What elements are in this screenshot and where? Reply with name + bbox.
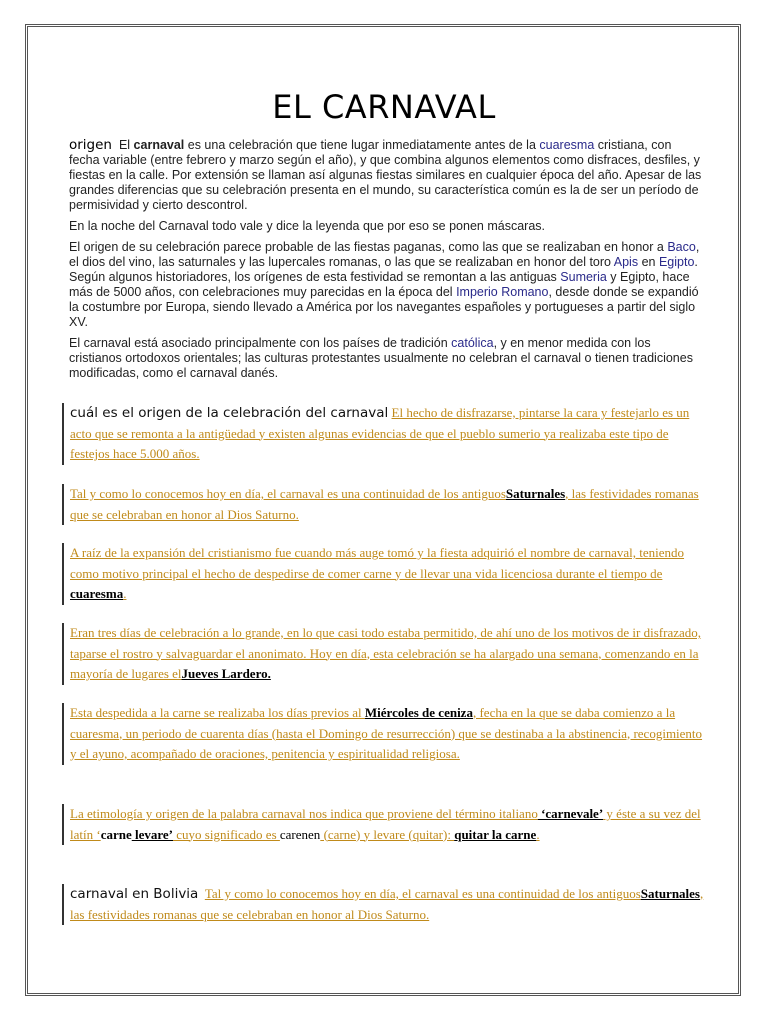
block-6-h[interactable]: (carne) y levare (quitar): bbox=[320, 826, 455, 842]
intro-p1-keyword: carnaval bbox=[133, 138, 185, 152]
section-label-bolivia: carnaval en Bolivia bbox=[70, 886, 199, 902]
link-sumeria[interactable]: Sumeria bbox=[560, 270, 607, 284]
intro-p3-a: El origen de su celebración parece probable de las fiestas paganas, como las que se realizaban en honor a bbox=[69, 240, 668, 254]
block-6-j[interactable]: . bbox=[536, 826, 540, 842]
block-2-saturnales[interactable]: Saturnales bbox=[505, 486, 566, 501]
intro-p3-e: en bbox=[638, 255, 659, 269]
link-apis[interactable]: Apis bbox=[613, 255, 639, 269]
block-1-text[interactable]: El hecho de disfrazarse, pintarse la cara y festejarlo es un acto que se remonta a la antigüedad y existen algunas evidencias de que el pueblo sumerio ya realizaba este tipo de festejos hace 5.000 años. bbox=[70, 405, 690, 461]
intro-p1-c: es una celebración que tiene lugar inmediatamente antes de la bbox=[184, 138, 540, 152]
block-5-a[interactable]: Esta despedida a la carne se realizaba los días previos al bbox=[70, 705, 365, 720]
block-7-a[interactable]: Tal y como lo conocemos hoy en día, el carnaval es una continuidad de los antiguos bbox=[204, 886, 641, 901]
block-4-a[interactable]: Eran tres días de celebración a lo grande, en lo que casi todo estaba permitido, de ahí uno de los motivos de ir disfrazado, taparse el rostro y salvaguardar el anonimato. Hoy en día, esta celebración se ha alargado una semana, comenzando en la mayoría de lugares el bbox=[70, 625, 702, 681]
block-4-jueves-lardero[interactable]: Jueves Lardero. bbox=[181, 666, 271, 681]
link-catolica[interactable]: católica bbox=[451, 336, 494, 350]
intro-p1-a: El bbox=[118, 138, 134, 152]
quote-block-6 bbox=[62, 804, 708, 845]
block-7-c[interactable]: , las festividades romanas que se celebraban en honor al Dios Saturno. bbox=[70, 886, 704, 922]
intro-p1-e: cristiana, con fecha variable (entre febrero y marzo según el año), y que combina algunos elementos como disfraces, desfiles, y fiestas en la calle. Por extensión se llaman así algunas fiestas similares en cualquier época del año. Apesar de las grandes diferencias que su celebración presenta en el mundo, su característica común es la de ser un período de permisividad y cierto descontrol. bbox=[69, 138, 702, 212]
block-3-cuaresma[interactable]: cuaresma bbox=[70, 586, 124, 601]
intro-p3-i: y Egipto, hace más de 5000 años, con celebraciones muy parecidas en la época del bbox=[69, 270, 690, 299]
intro-section bbox=[69, 138, 703, 387]
block-3-c[interactable]: . bbox=[123, 586, 127, 601]
link-egipto[interactable]: Egipto bbox=[658, 255, 695, 269]
link-cuaresma[interactable]: cuaresma bbox=[539, 138, 595, 152]
block-6-c[interactable]: y éste a su vez del latín ‘ bbox=[70, 806, 701, 842]
quote-block-7 bbox=[62, 884, 708, 925]
link-imperio-romano[interactable]: Imperio Romano bbox=[456, 285, 549, 299]
block-6-carne: carne bbox=[100, 826, 132, 842]
quote-block-3 bbox=[62, 543, 708, 605]
block-5-c[interactable]: , fecha en la que se daba comienzo a la cuaresma, un periodo de cuarenta días (hasta el Domingo de resurrección) que se destinaba a la abstinencia, recogimiento y el ayuno, acompañado de oraciones, penitencia y espiritualidad religiosa. bbox=[70, 705, 703, 761]
block-6-carenen: carenen bbox=[279, 826, 321, 842]
link-baco[interactable]: Baco bbox=[667, 240, 696, 254]
intro-p3-k: , desde donde se expandió la costumbre por Europa, siendo llevado a América por los navegantes españoles y portugueses a partir del siglo XV. bbox=[69, 285, 699, 329]
block-5-miercoles-ceniza[interactable]: Miércoles de ceniza bbox=[364, 705, 473, 720]
intro-p4-a: El carnaval está asociado principalmente con los países de tradición bbox=[69, 336, 452, 350]
section-label-origen-celebracion: cuál es el origen de la celebración del carnaval bbox=[70, 405, 389, 421]
quote-block-1 bbox=[62, 403, 708, 465]
section-label-origen: origen bbox=[69, 137, 112, 153]
intro-paragraph-1 bbox=[69, 138, 703, 213]
block-7-saturnales[interactable]: Saturnales bbox=[640, 886, 700, 901]
intro-paragraph-2: En la noche del Carnaval todo vale y dice la leyenda que por eso se ponen máscaras. bbox=[69, 219, 545, 233]
block-6-levare[interactable]: levare’ bbox=[131, 826, 174, 842]
block-3-a[interactable]: A raíz de la expansión del cristianismo fue cuando más auge tomó y la fiesta adquirió el nombre de carnaval, teniendo como motivo principal el hecho de despedirse de comer carne y de llevar una vida licenciosa durante el tiempo de bbox=[70, 545, 685, 581]
quote-block-5 bbox=[62, 703, 708, 765]
block-6-f[interactable]: cuyo significado es bbox=[173, 826, 280, 842]
block-6-a[interactable]: La etimología y origen de la palabra carnaval nos indica que proviene del término italiano bbox=[70, 806, 538, 821]
block-2-c[interactable]: , las festividades romanas que se celebraban en honor al Dios Saturno. bbox=[70, 486, 699, 522]
intro-paragraph-3 bbox=[69, 240, 703, 330]
intro-p3-g: . Según algunos historiadores, los orígenes de esta festividad se remontan a las antiguas bbox=[69, 255, 698, 284]
quote-block-2 bbox=[62, 484, 708, 525]
block-2-a[interactable]: Tal y como lo conocemos hoy en día, el carnaval es una continuidad de los antiguos bbox=[70, 486, 506, 501]
intro-p3-c: , el dios del vino, las saturnales y las lupercales romanas, o las que se realizaban en honor del toro bbox=[69, 240, 700, 269]
page-title: EL CARNAVAL bbox=[272, 88, 496, 126]
quote-block-4 bbox=[62, 623, 708, 685]
intro-p4-c: , y en menor medida con los cristianos ortodoxos orientales; las culturas protestantes usualmente no celebran el carnaval o tienen tradiciones modificadas, como el carnaval danés. bbox=[69, 336, 693, 380]
intro-paragraph-4 bbox=[69, 336, 703, 381]
block-6-quitar-carne[interactable]: quitar la carne bbox=[454, 826, 537, 842]
block-6-carnevale[interactable]: ‘carnevale’ bbox=[537, 806, 604, 821]
